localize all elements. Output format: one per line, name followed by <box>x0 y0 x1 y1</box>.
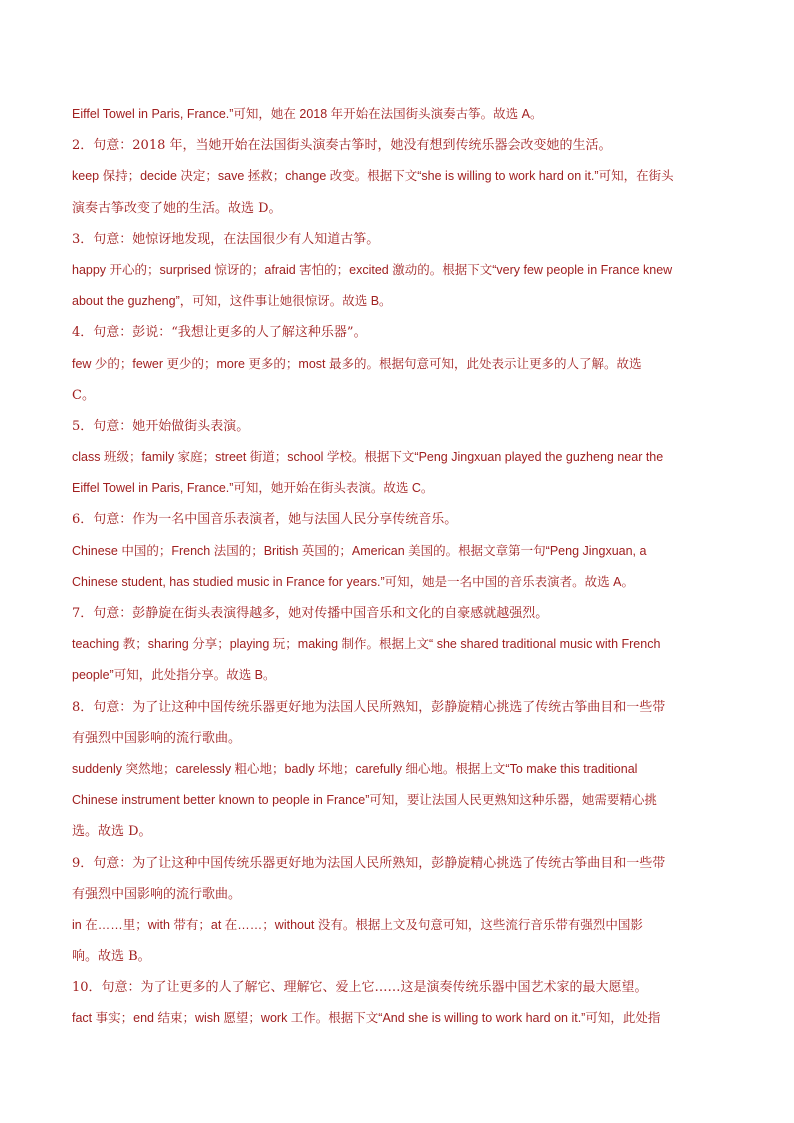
text-line: 有强烈中国影响的流行歌曲。 <box>72 886 242 902</box>
question-10-meaning: 10．句意：为了让更多的人了解它、理解它、爱上它……这是演奏传统乐器中国艺术家的最大愿望。 <box>72 980 648 996</box>
question-3-meaning: 3．句意：她惊讶地发现，在法国很少有人知道古筝。 <box>72 231 380 247</box>
question-5-meaning: 5．句意：她开始做街头表演。 <box>72 418 250 434</box>
document-body <box>72 99 720 1035</box>
question-4-meaning: 4．句意：彭说：“我想让更多的人了解这种乐器”。 <box>72 325 367 341</box>
text-line: 演奏古筝改变了她的生活。故选 D。 <box>72 200 282 216</box>
question-7-meaning: 7．句意：彭静旋在街头表演得越多，她对传播中国音乐和文化的自豪感就越强烈。 <box>72 606 549 621</box>
text-line: in 在……里；with 带有；at 在……；without 没有。根据上文及句意可知，这些流行音乐带有强烈中国影 <box>72 917 643 932</box>
text-line: teaching 教；sharing 分享；playing 玩；making 制作。根据上文“ she shared traditional music with French <box>72 637 661 652</box>
text-line: Eiffel Towel in Paris, France.”可知，她在 2018 年开始在法国街头演奏古筝。故选 A。 <box>72 107 543 121</box>
text-line: few 少的；fewer 更少的；more 更多的；most 最多的。根据句意可知，此处表示让更多的人了解。故选 <box>72 356 642 371</box>
question-6-meaning: 6．句意：作为一名中国音乐表演者，她与法国人民分享传统音乐。 <box>72 512 458 528</box>
text-line: Eiffel Towel in Paris, France.”可知，她开始在街头表演。故选 C。 <box>72 481 434 496</box>
text-line: Chinese student, has studied music in France for years.”可知，她是一名中国的音乐表演者。故选 A。 <box>72 574 634 589</box>
text-line: fact 事实；end 结束；wish 愿望；work 工作。根据下文“And she is willing to work hard on it.”可知，此处指 <box>72 1011 661 1026</box>
question-8-meaning: 8．句意：为了让这种中国传统乐器更好地为法国人民所熟知，彭静旋精心挑选了传统古筝曲目和一些带 <box>72 699 666 715</box>
text-line: Chinese 中国的；French 法国的；British 英国的；American 美国的。根据文章第一句“Peng Jingxuan, a <box>72 543 647 558</box>
question-2-meaning: 2．句意：2018 年，当她开始在法国街头演奏古筝时，她没有想到传统乐器会改变她的生活。 <box>72 138 612 154</box>
question-9-meaning: 9．句意：为了让这种中国传统乐器更好地为法国人民所熟知，彭静旋精心挑选了传统古筝曲目和一些带 <box>72 855 666 871</box>
text-line: happy 开心的；surprised 惊讶的；afraid 害怕的；excited 激动的。根据下文“very few people in France knew <box>72 262 673 277</box>
text-line: 选。故选 D。 <box>72 824 152 840</box>
text-line: C。 <box>72 387 95 403</box>
text-line: suddenly 突然地；carelessly 粗心地；badly 坏地；carefully 细心地。根据上文“To make this traditional <box>72 761 638 776</box>
text-line: Chinese instrument better known to people in France”可知，要让法国人民更熟知这种乐器，她需要精心挑 <box>72 793 657 808</box>
text-line: about the guzheng”，可知，这件事让她很惊讶。故选 B。 <box>72 294 392 309</box>
text-line: keep 保持；decide 决定；save 拯救；change 改变。根据下文“she is willing to work hard on it.”可知，在街头 <box>72 169 674 184</box>
text-line: 有强烈中国影响的流行歌曲。 <box>72 730 242 746</box>
text-line: 响。故选 B。 <box>72 949 151 965</box>
text-line: class 班级；family 家庭；street 街道；school 学校。根据下文“Peng Jingxuan played the guzheng near the <box>72 450 664 465</box>
text-line: people”可知，此处指分享。故选 B。 <box>72 668 276 683</box>
